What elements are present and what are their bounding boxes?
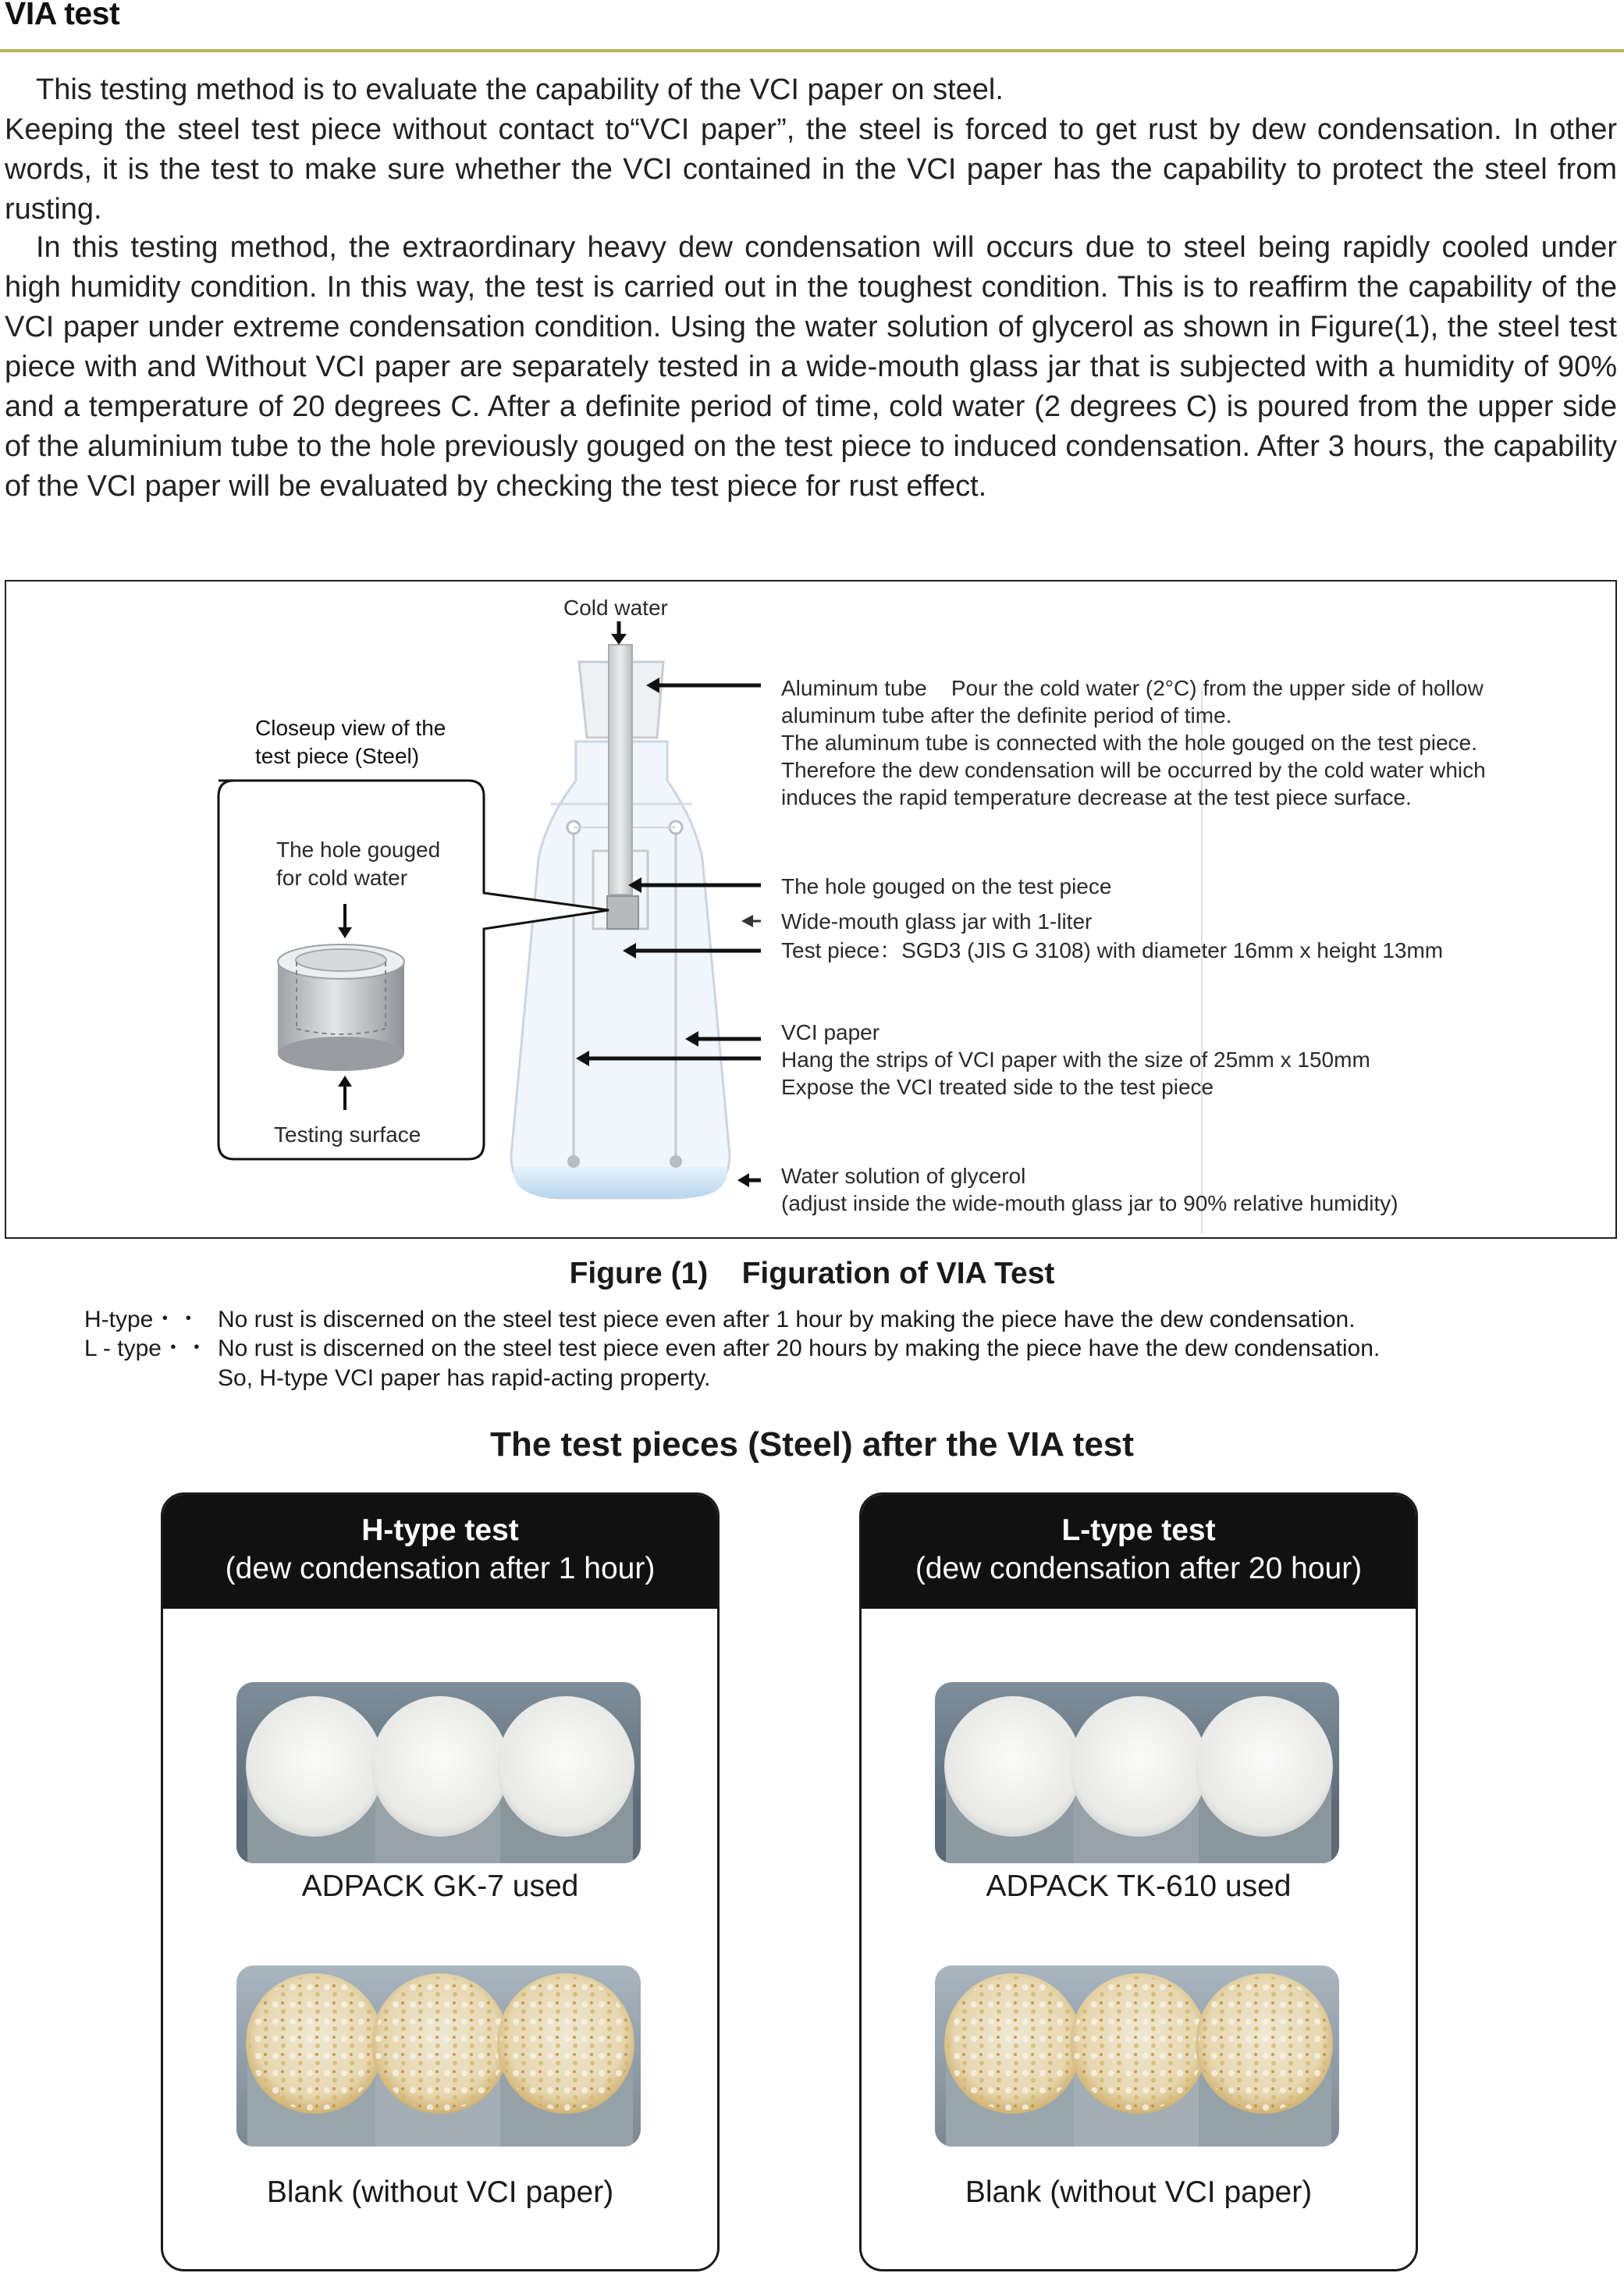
note-l-type-label: L - type・・ bbox=[84, 1336, 208, 1361]
label-vci-paper-3: Expose the VCI treated side to the test piece bbox=[781, 1075, 1214, 1099]
note-h-type-text: No rust is discerned on the steel test piece even after 1 hour by making the piece have the dew condensation. bbox=[218, 1307, 1356, 1332]
test-piece bbox=[607, 896, 638, 929]
label-closeup-title-2: test piece (Steel) bbox=[255, 744, 420, 768]
note-h-type-label: H-type・・ bbox=[84, 1307, 201, 1332]
closeup-test-piece bbox=[278, 944, 404, 1071]
h-type-blank-label: Blank (without VCI paper) bbox=[266, 2175, 614, 2209]
label-aluminum-tube-4: Therefore the dew condensation will be occurred by the cold water which bbox=[781, 758, 1486, 782]
l-type-title: L-type test bbox=[1061, 1514, 1216, 1547]
h-type-used-label: ADPACK GK-7 used bbox=[301, 1869, 579, 1903]
label-aluminum-tube-3: The aluminum tube is connected with the hole gouged on the test piece. bbox=[781, 731, 1477, 755]
label-hole-gouged-2: for cold water bbox=[276, 866, 408, 890]
l-type-panel bbox=[859, 1492, 1418, 2271]
label-test-piece: Test piece：SGD3 (JIS G 3108) with diameter 16mm x height 13mm bbox=[781, 938, 1444, 962]
label-hole-on-piece: The hole gouged on the test piece bbox=[781, 874, 1112, 898]
h-type-used-photo bbox=[236, 1682, 641, 1863]
label-glass-jar: Wide-mouth glass jar with 1-liter bbox=[781, 909, 1093, 934]
label-testing-surface: Testing surface bbox=[274, 1122, 421, 1147]
label-vci-paper-2: Hang the strips of VCI paper with the size of 25mm x 150mm bbox=[781, 1048, 1370, 1072]
intro-paragraph-3: In this testing method, the extraordinary heavy dew condensation will occurs due to steel being rapidly cooled under high humidity condition. In this way, the test is carried out in the toughest condition. This is to reaffirm the capability of the VCI paper under extreme condensation condition. Using the water solution of glycerol as shown in Figure(1), the steel test piece with and Without VCI paper are separately tested in a wide-mouth glass jar that is subjected with a humidity of 90% and a temperature of 20 degrees C. After a definite period of time, cold water (2 degrees C) is poured from the upper side of the aluminium tube to the hole previously gouged on the test piece to induced condensation. After 3 hours, the capability of the VCI paper will be evaluated by checking the test piece for rust effect. bbox=[5, 231, 1617, 503]
label-glycerol-2: (adjust inside the wide-mouth glass jar to 90% relative humidity) bbox=[781, 1191, 1398, 1215]
intro-paragraph-2: Keeping the steel test piece without contact to“VCI paper”, the steel is forced to get rust by dew condensation. In other words, it is the test to make sure whether the VCI contained in the VCI paper has the capability to protect the steel from rusting. bbox=[5, 113, 1617, 226]
label-cold-water: Cold water bbox=[563, 596, 668, 620]
figure-caption: Figure (1) Figuration of VIA Test bbox=[569, 1257, 1055, 1290]
label-aluminum-tube-2: aluminum tube after the definite period of time. bbox=[781, 703, 1232, 727]
h-type-panel bbox=[161, 1492, 720, 2271]
page-title: VIA test bbox=[5, 0, 120, 31]
intro-paragraph-1: This testing method is to evaluate the capability of the VCI paper on steel. bbox=[36, 73, 1004, 106]
aluminum-tube bbox=[609, 645, 632, 895]
l-type-blank-label: Blank (without VCI paper) bbox=[965, 2175, 1313, 2209]
glycerol-solution bbox=[513, 1167, 727, 1198]
label-aluminum-tube-5: induces the rapid temperature decrease at the test piece surface. bbox=[781, 785, 1412, 809]
note-l-type-text-2: So, H-type VCI paper has rapid-acting property. bbox=[218, 1365, 711, 1391]
l-type-used-photo bbox=[935, 1682, 1339, 1863]
note-l-type-text: No rust is discerned on the steel test piece even after 20 hours by making the piece have the dew condensation. bbox=[218, 1336, 1381, 1361]
l-type-subtitle: (dew condensation after 20 hour) bbox=[915, 1552, 1363, 1585]
l-type-blank-photo bbox=[935, 1965, 1339, 2147]
label-glycerol-1: Water solution of glycerol bbox=[781, 1164, 1026, 1188]
l-type-panel-header bbox=[862, 1495, 1416, 1609]
h-type-subtitle: (dew condensation after 1 hour) bbox=[225, 1552, 656, 1585]
h-type-panel-header bbox=[163, 1495, 717, 1609]
label-closeup-title-1: Closeup view of the bbox=[255, 716, 446, 740]
label-aluminum-tube-1: Aluminum tube Pour the cold water (2°C) from the upper side of hollow bbox=[781, 676, 1484, 700]
l-type-used-label: ADPACK TK-610 used bbox=[986, 1869, 1292, 1903]
h-type-title: H-type test bbox=[361, 1514, 519, 1547]
results-heading: The test pieces (Steel) after the VIA test bbox=[490, 1425, 1134, 1464]
h-type-blank-photo bbox=[236, 1965, 641, 2147]
label-vci-paper-1: VCI paper bbox=[781, 1020, 880, 1044]
label-hole-gouged-1: The hole gouged bbox=[276, 838, 441, 862]
